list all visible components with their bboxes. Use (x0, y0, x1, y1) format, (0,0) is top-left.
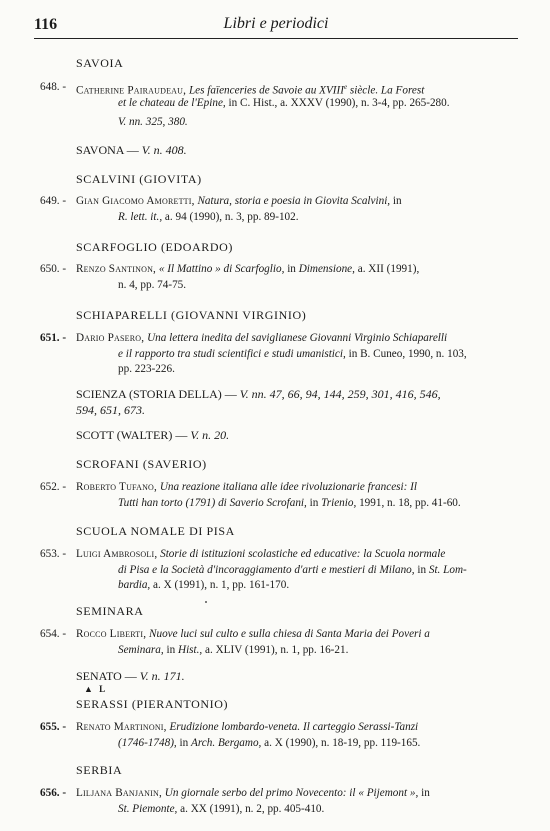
entry-title: Storie di istituzioni scolastiche ed educative: la Scuola normale (160, 548, 446, 560)
entry-number: 656. - (40, 787, 67, 799)
cross-reference: SAVONA — V. n. 408. (76, 143, 187, 157)
entry-author: Renzo Santinon, (76, 263, 157, 275)
entry-title: Nuove luci sul culto e sulla chiesa di Santa Maria dei Poveri a (149, 628, 430, 640)
section-heading: SAVOIA (76, 56, 124, 70)
stray-mark: ▲ L (84, 684, 108, 694)
section-heading: SCUOLA NOMALE DI PISA (76, 524, 235, 538)
entry-title: Una reazione italiana alle idee rivoluzionarie francesi: Il (159, 481, 417, 493)
section-heading: SERASSI (PIERANTONIO) (76, 697, 229, 711)
entry-author: Dario Pasero, (76, 332, 145, 344)
ink-speck (205, 601, 207, 603)
entry-author: Luigi Ambrosoli, (76, 548, 158, 560)
cross-reference: SCIENZA (STORIA DELLA) — V. nn. 47, 66, 94, 144, 259, 301, 416, 546, 594, 651, 673. (76, 387, 441, 417)
entry-number: 653. - (40, 548, 67, 560)
cross-reference: SENATO — V. n. 171. (76, 669, 185, 683)
section-heading: SCHIAPARELLI (GIOVANNI VIRGINIO) (76, 308, 307, 322)
entry-title: Un giornale serbo del primo Novecento: il « Pijemont », (164, 787, 419, 799)
entry-author: Renato Martinoni, (76, 721, 167, 733)
book-page: 116 Libri e periodici SAVOIA 648. - Catherine Pairaudeau, Les faïenceries de Savoie au XVIIIe siècle. La Forest et le chateau de l'Epine, in C. Hist., a. XXXV (1990), n. 3-4, pp. 265-280. V. nn. 325, 380. SAVONA — V. n. 408. SCALVINI (GIOVITA) 649. - Gian Giacomo Amoretti, Natura, storia e poesia in Giovita Scalvini, in R. lett. it., a. 94 (1990), n. 3, pp. 89-102. SCARFOGLIO (EDOARDO) 650. - Renzo Santinon, « Il Mattino » di Scarfoglio, in Dimensione, a. XII (1991), n. 4, pp. 74-75. SCHIAPARELLI (GIOVANNI VIRGINIO) 651. - Dario Pasero, Una lettera inedita del saviglianese Giovanni Virginio Schiaparelli e il rapporto tra studi scientifici e studi umanistici, in B. Cuneo, 1990, n. 103, pp. 223-226. SCIENZA (STORIA DELLA) — V. nn. 47, 66, 94, 144, 259, 301, 416, 546, 594, 651, 673. SCOTT (WALTER) — V. n. 20. SCROFANI (SAVERIO) 652. - Roberto Tufano, Una reazione italiana alle idee rivoluzionarie francesi: Il Tutti han torto (1791) di Saverio Scrofani, in Trienio, 1991, n. 18, pp. 41-60. SCUOLA NOMALE DI PISA 653. - Luigi Ambrosoli, Storie di istituzioni scolastiche ed educative: la Scuola normale di Pisa e la Società d'incoraggiamento d'arti e mestieri di Milano, in St. Lom- bardia, a. X (1991), n. 1, pp. 161-170. SEMINARA 654. - Rocco Liberti, Nuove luci sul culto e sulla chiesa di Santa Maria dei Poveri a Seminara, in Hist., a. XLIV (1991), n. 1, pp. 16-21. SENATO — V. n. 171. ▲ L SERASSI (PIERANTONIO) 655. - Renato Martinoni, Erudizione lombardo-veneta. Il carteggio Serassi-Tanzi (1746-1748), in Arch. Bergamo, a. X (1990), n. 18-19, pp. 119-165. SERBIA 656. - Liljana Banjanin, Un giornale serbo del primo Novecento: il « Pijemont », in St. Piemonte, a. XX (1991), n. 2, pp. 405-410. (0, 0, 550, 831)
entry-author: Roberto Tufano, (76, 481, 158, 493)
section-heading: SERBIA (76, 763, 123, 777)
entry-number: 649. - (40, 195, 67, 207)
section-heading: SEMINARA (76, 604, 144, 618)
page-number: 116 (34, 16, 58, 33)
running-title: Libri e periodici (223, 15, 329, 32)
section-heading: SCALVINI (GIOVITA) (76, 172, 202, 186)
cross-reference: SCOTT (WALTER) — V. n. 20. (76, 428, 230, 442)
entry-title: Les faïenceries de Savoie au XVIII (188, 84, 344, 97)
entry-title: Una lettera inedita del saviglianese Giovanni Virginio Schiaparelli (147, 332, 448, 344)
entry-author: Catherine Pairaudeau, (76, 84, 187, 97)
entry-number: 654. - (40, 628, 67, 640)
entry-title: « Il Mattino » di Scarfoglio, (158, 263, 285, 275)
entry-author: Gian Giacomo Amoretti, (76, 195, 195, 207)
entry-author: Liljana Banjanin, (76, 787, 162, 799)
page-header (34, 14, 518, 39)
entry-title: Natura, storia e poesia in Giovita Scalvini, (197, 195, 391, 207)
entry-author: Rocco Liberti, (76, 628, 147, 640)
entry-number: 652. - (40, 481, 67, 493)
entry-number: 648. - (40, 81, 67, 93)
entry-title: Erudizione lombardo-veneta. Il carteggio Serassi-Tanzi (169, 721, 419, 733)
entry-number: 650. - (40, 263, 67, 275)
entry-number: 651. - (40, 332, 67, 344)
section-heading: SCARFOGLIO (EDOARDO) (76, 240, 234, 254)
section-heading: SCROFANI (SAVERIO) (76, 457, 207, 471)
entry-number: 655. - (40, 721, 67, 733)
